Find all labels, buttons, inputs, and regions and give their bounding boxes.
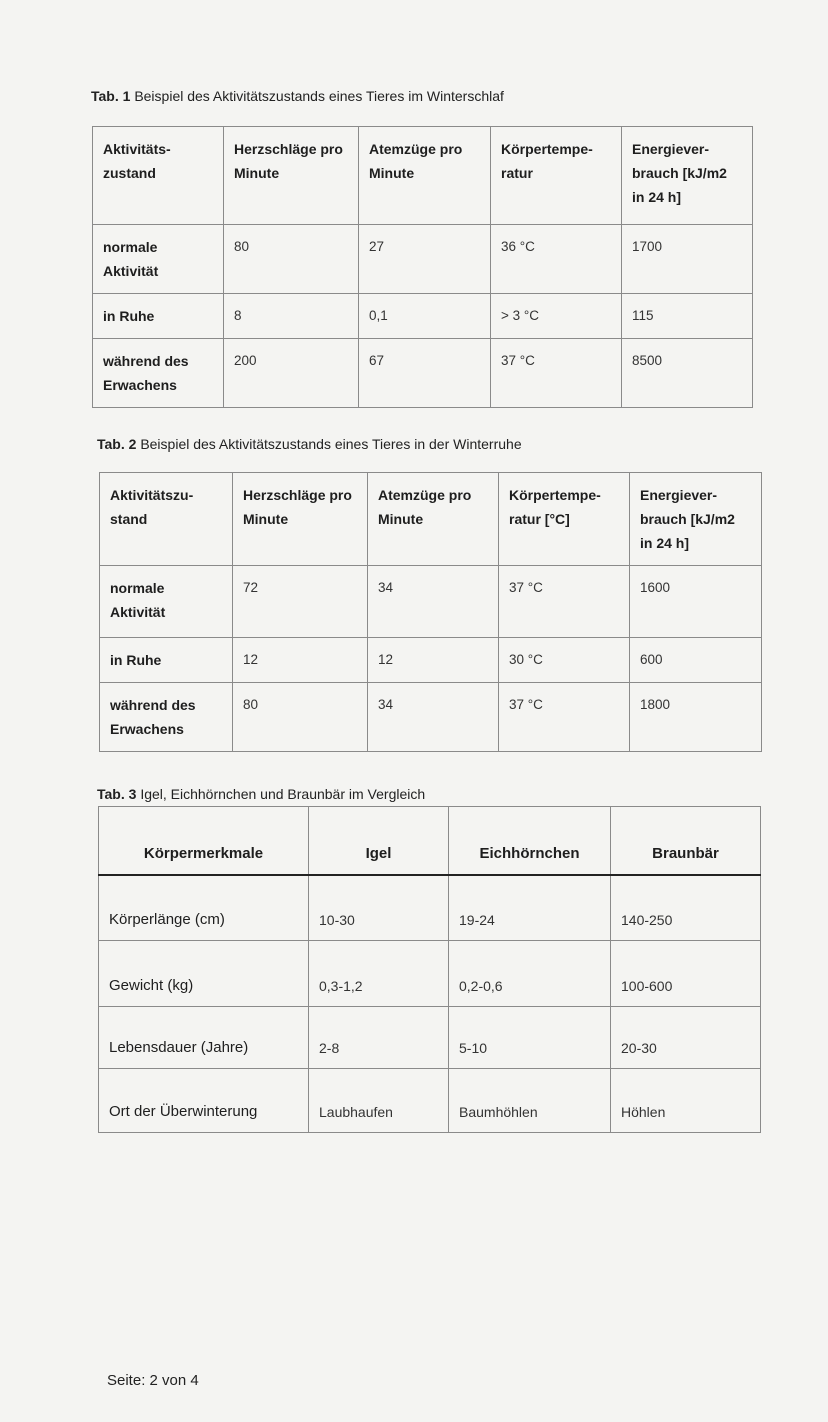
table-row (99, 941, 761, 1007)
header-cell: Igel (309, 807, 449, 875)
value-cell: 67 (359, 339, 491, 408)
value-cell: Laubhaufen (309, 1069, 449, 1133)
header-cell: Atemzüge pro Minute (368, 473, 499, 566)
header-cell: Eichhörnchen (449, 807, 611, 875)
table-header-row (100, 473, 762, 566)
value-cell: 80 (233, 683, 368, 752)
value-cell: 8500 (622, 339, 753, 408)
value-cell: 0,1 (359, 294, 491, 339)
table-row (100, 566, 762, 638)
table2-caption: Tab. 2 Beispiel des Aktivitätszustands eines Tieres in der Winterruhe (97, 436, 522, 452)
table-row (93, 339, 753, 408)
value-cell: 1700 (622, 225, 753, 294)
value-cell: 600 (630, 638, 762, 683)
table-winterschlaf (92, 126, 753, 408)
state-cell: in Ruhe (93, 294, 224, 339)
table-winterruhe (99, 472, 762, 752)
table-row (99, 875, 761, 941)
table1-caption: Tab. 1 Beispiel des Aktivitätszustands eines Tieres im Winterschlaf (91, 88, 504, 104)
value-cell: 34 (368, 683, 499, 752)
table-row (93, 294, 753, 339)
value-cell: 12 (233, 638, 368, 683)
table-row (100, 638, 762, 683)
table-vergleich (98, 806, 761, 1133)
value-cell: > 3 °C (491, 294, 622, 339)
feature-cell: Ort der Überwinterung (99, 1069, 309, 1133)
value-cell: 0,3-1,2 (309, 941, 449, 1007)
value-cell: 5-10 (449, 1007, 611, 1069)
state-cell: während des Erwachens (93, 339, 224, 408)
value-cell: 0,2-0,6 (449, 941, 611, 1007)
value-cell: 37 °C (499, 566, 630, 638)
value-cell: 34 (368, 566, 499, 638)
table3-caption: Tab. 3 Igel, Eichhörnchen und Braunbär im Vergleich (97, 786, 426, 802)
value-cell: 1800 (630, 683, 762, 752)
page-number: Seite: 2 von 4 (107, 1372, 199, 1389)
value-cell: 37 °C (491, 339, 622, 408)
table-header-row (99, 807, 761, 875)
state-cell: normale Aktivität (100, 566, 233, 638)
table-row (99, 1069, 761, 1133)
header-cell: Körpertempe-ratur (491, 127, 622, 225)
value-cell: 20-30 (611, 1007, 761, 1069)
table-header-row (93, 127, 753, 225)
feature-cell: Lebensdauer (Jahre) (99, 1007, 309, 1069)
header-cell: Atemzüge pro Minute (359, 127, 491, 225)
state-cell: in Ruhe (100, 638, 233, 683)
table-row (93, 225, 753, 294)
header-cell: Braunbär (611, 807, 761, 875)
table-row (100, 683, 762, 752)
value-cell: Höhlen (611, 1069, 761, 1133)
value-cell: 115 (622, 294, 753, 339)
value-cell: 10-30 (309, 875, 449, 941)
header-cell: Aktivitätszu-stand (100, 473, 233, 566)
value-cell: 8 (224, 294, 359, 339)
value-cell: 19-24 (449, 875, 611, 941)
header-cell: Herzschläge pro Minute (224, 127, 359, 225)
value-cell: 1600 (630, 566, 762, 638)
header-cell: Aktivitäts-zustand (93, 127, 224, 225)
feature-cell: Körperlänge (cm) (99, 875, 309, 941)
header-cell: Körpertempe-ratur [°C] (499, 473, 630, 566)
state-cell: normale Aktivität (93, 225, 224, 294)
header-cell: Energiever-brauch [kJ/m2 in 24 h] (630, 473, 762, 566)
value-cell: 2-8 (309, 1007, 449, 1069)
value-cell: 72 (233, 566, 368, 638)
header-cell: Energiever-brauch [kJ/m2 in 24 h] (622, 127, 753, 225)
value-cell: 140-250 (611, 875, 761, 941)
feature-cell: Gewicht (kg) (99, 941, 309, 1007)
value-cell: 80 (224, 225, 359, 294)
value-cell: 27 (359, 225, 491, 294)
value-cell: 30 °C (499, 638, 630, 683)
value-cell: 37 °C (499, 683, 630, 752)
value-cell: 12 (368, 638, 499, 683)
table-row (99, 1007, 761, 1069)
value-cell: Baumhöhlen (449, 1069, 611, 1133)
state-cell: während des Erwachens (100, 683, 233, 752)
value-cell: 36 °C (491, 225, 622, 294)
header-cell: Körpermerkmale (99, 807, 309, 875)
header-cell: Herzschläge pro Minute (233, 473, 368, 566)
value-cell: 200 (224, 339, 359, 408)
value-cell: 100-600 (611, 941, 761, 1007)
